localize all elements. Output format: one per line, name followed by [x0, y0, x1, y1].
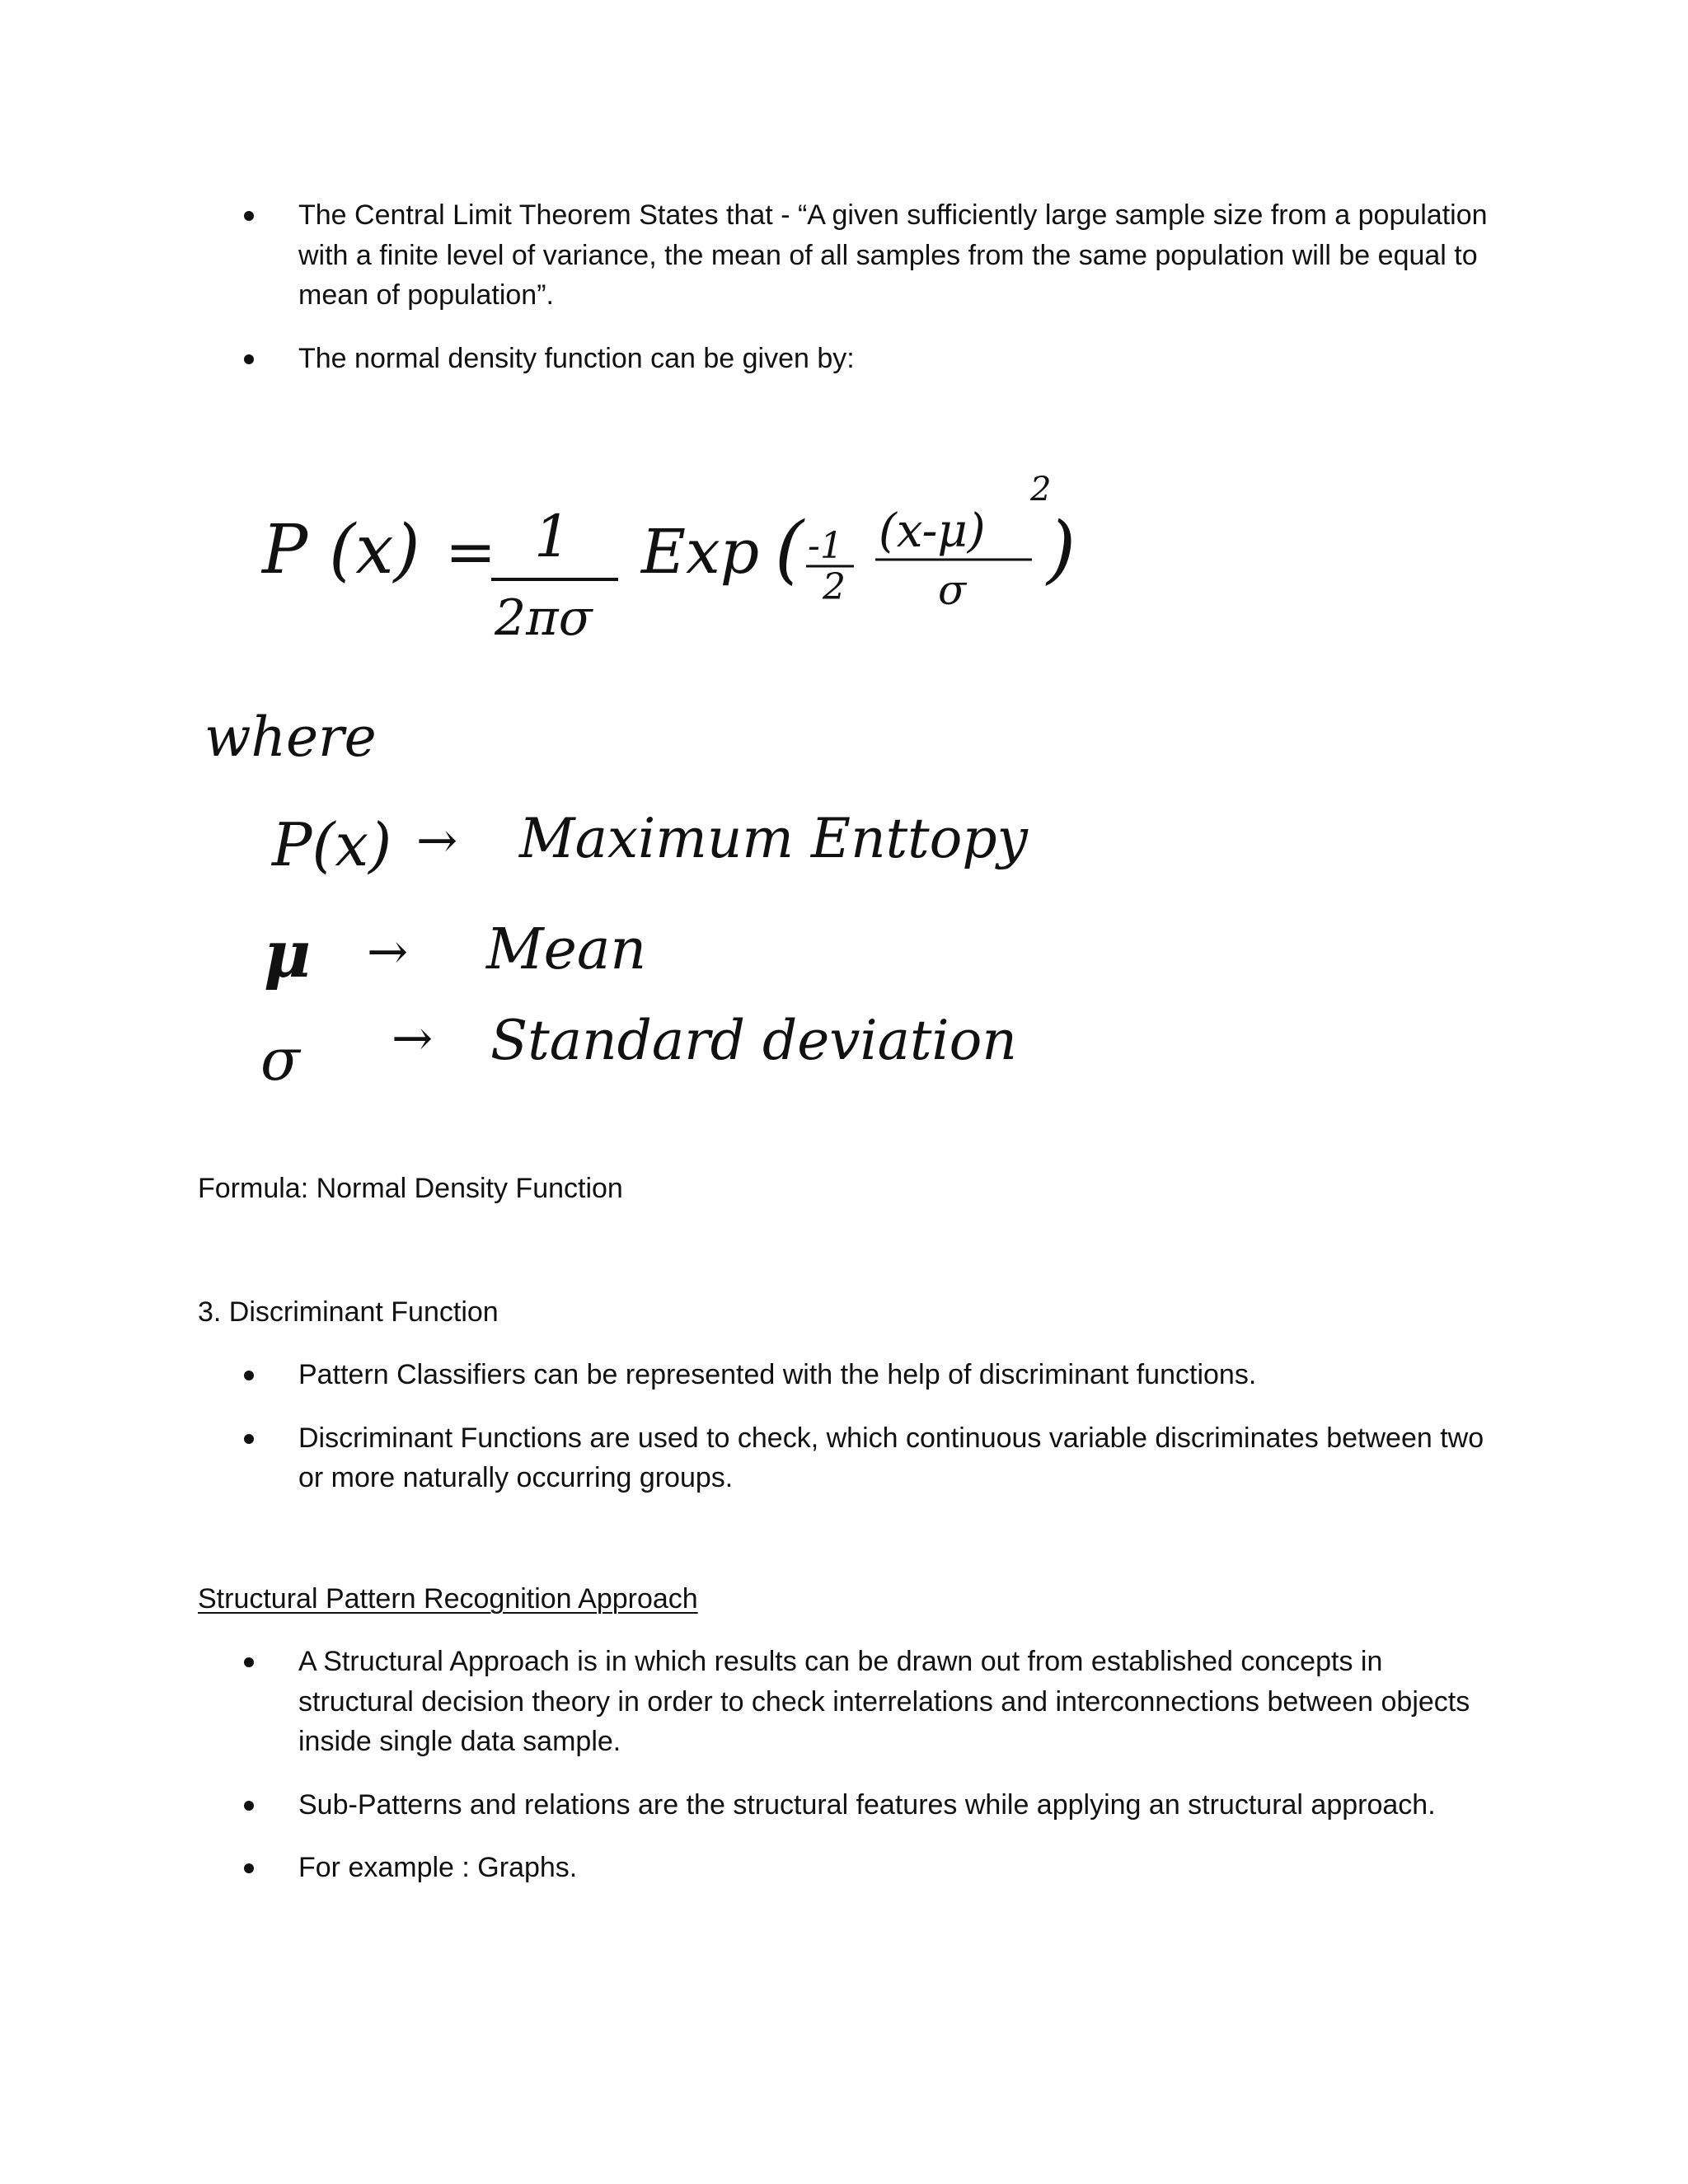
bullet-dot	[244, 1657, 254, 1667]
where-label: where	[204, 705, 377, 769]
formula-lhs: P (x)	[262, 511, 420, 589]
bullet-dot	[244, 1863, 254, 1873]
bullet-dot	[244, 1371, 254, 1380]
clt-bullet-list	[0, 195, 1688, 378]
formula-minus-one: -1	[808, 525, 843, 567]
def-meaning-mu: Mean	[486, 917, 647, 982]
bullet-dot	[244, 1801, 254, 1811]
def-arrow-sigma: →	[392, 1010, 434, 1067]
bullet-dot	[244, 211, 254, 221]
formula-open-paren: (	[775, 506, 804, 593]
list-item	[0, 1785, 1688, 1825]
def-symbol-px: P(x)	[272, 810, 392, 879]
formula-equals: =	[445, 517, 497, 588]
bullet-dot	[244, 354, 254, 364]
bullet-dot	[244, 1434, 254, 1444]
def-arrow-mu: →	[367, 923, 409, 981]
section-heading-structural: Structural Pattern Recognition Approach	[198, 1583, 698, 1615]
list-item	[0, 1848, 1688, 1888]
formula-numerator: 1	[534, 503, 571, 570]
def-meaning-px: Maximum Enttopy	[519, 807, 1028, 870]
handwritten-formula-image	[190, 457, 1195, 1100]
list-item	[0, 339, 1688, 379]
normal-density-intro: The normal density function can be given by:	[298, 342, 855, 374]
formula-exp: Exp	[641, 517, 760, 588]
def-symbol-sigma: σ	[260, 1026, 300, 1094]
section-heading-discriminant: 3. Discriminant Function	[198, 1296, 499, 1328]
discriminant-bullet-1: Pattern Classifiers can be represented with the help of discriminant functions.	[298, 1359, 1257, 1390]
formula-denominator: 2πσ	[495, 589, 593, 647]
formula-x-minus-mu: (x-μ)	[879, 504, 986, 558]
list-item	[0, 1418, 1688, 1498]
list-item	[0, 1642, 1688, 1762]
def-arrow-px: →	[416, 812, 458, 869]
list-item	[0, 195, 1688, 316]
discriminant-bullet-list	[0, 1355, 1688, 1498]
formula-exponent: 2	[1030, 471, 1052, 509]
structural-bullet-3: For example : Graphs.	[298, 1852, 578, 1883]
structural-bullet-2: Sub-Patterns and relations are the structural features while applying an structural approach.	[298, 1788, 1436, 1821]
formula-close-paren: )	[1047, 506, 1076, 593]
clt-statement: The Central Limit Theorem States that - “A given sufficiently large sample size from a population with a finite level of variance, the mean of all samples from the same population will be equal to mean of population”.	[298, 199, 1488, 311]
structural-bullet-1: A Structural Approach is in which results can be drawn out from established concepts in structural decision theory in order to check interrelations and interconnections between objects inside single data sample.	[298, 1646, 1470, 1757]
formula-caption: Formula: Normal Density Function	[198, 1173, 623, 1204]
list-item	[0, 1355, 1688, 1395]
formula-two: 2	[823, 566, 846, 608]
structural-bullet-list	[0, 1642, 1688, 1888]
def-symbol-mu: μ	[264, 917, 312, 992]
discriminant-bullet-2: Discriminant Functions are used to check, which continuous variable discriminates between two or more naturally occurring groups.	[298, 1422, 1484, 1493]
formula-sigma-den: σ	[938, 566, 967, 614]
def-meaning-sigma: Standard deviation	[490, 1009, 1017, 1072]
